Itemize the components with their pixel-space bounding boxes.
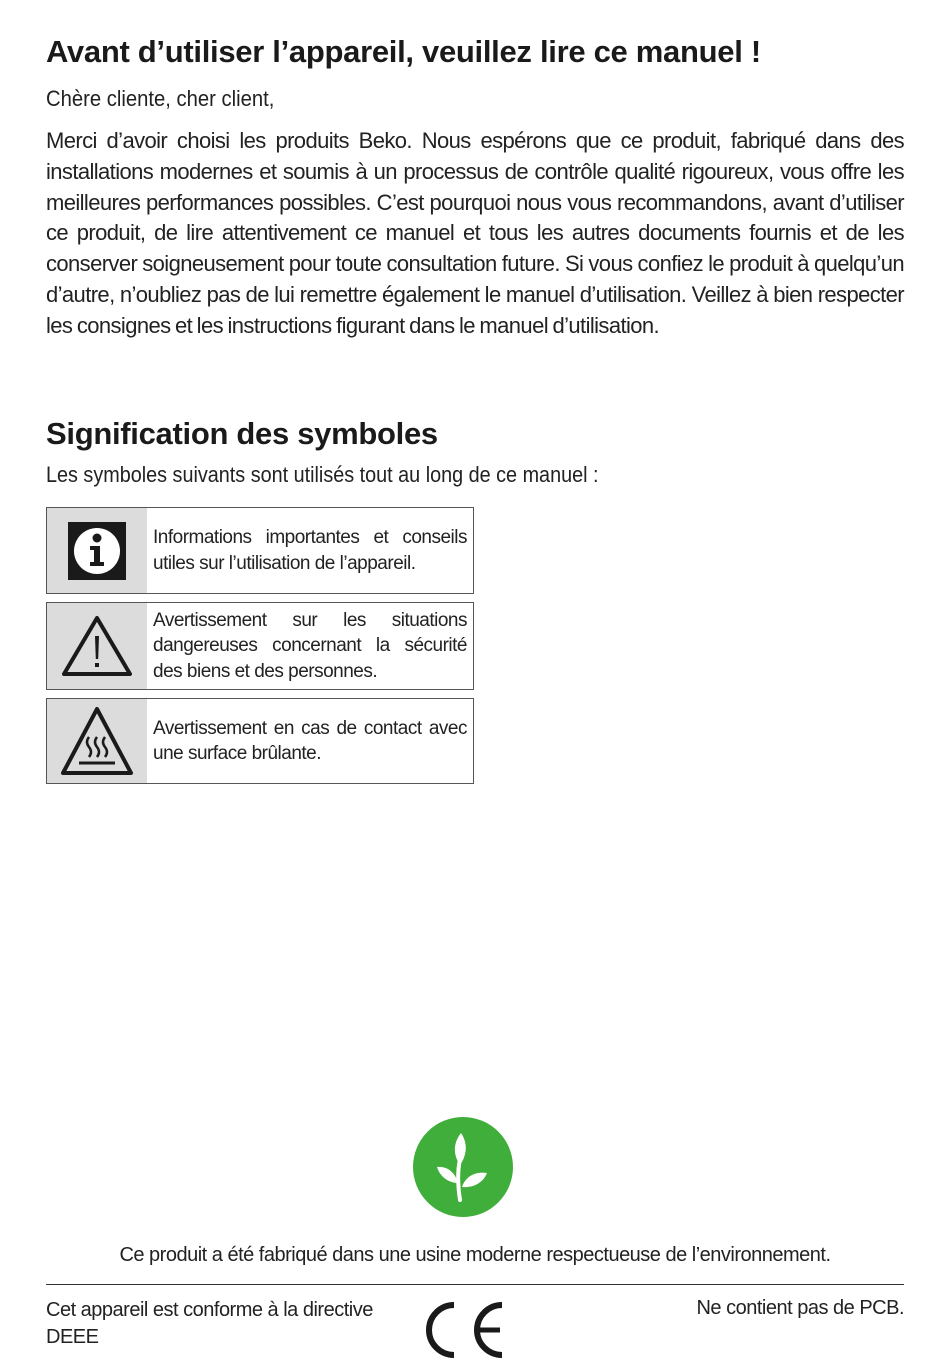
symbols-intro: Les symboles suivants sont utilisés tout au long de ce manuel : <box>46 462 599 487</box>
symbols-title: Signification des symboles <box>46 416 438 451</box>
footer-divider <box>46 1284 904 1285</box>
symbol-warning-label: Avertissement sur les situations dangereuses concernant la sécurité des biens et des personnes. <box>153 609 467 682</box>
symbol-hot-surface-label: Avertissement en cas de contact avec une surface brûlante. <box>153 717 467 764</box>
hot-surface-icon <box>47 699 147 783</box>
pcb-note: Ne contient pas de PCB. <box>696 1297 904 1319</box>
weee-directive-note: Cet appareil est conforme à la directive DEEE <box>46 1299 373 1348</box>
symbol-info-text <box>147 508 473 593</box>
symbol-hot-surface <box>46 698 474 784</box>
page-title: Avant d’utiliser l’appareil, veuillez lire ce manuel ! <box>46 34 761 69</box>
symbol-hot-surface-text <box>147 699 473 783</box>
symbol-warning <box>46 602 474 690</box>
leaf-icon <box>413 1117 513 1217</box>
symbol-info-label: Informations importantes et conseils utiles sur l’utilisation de l’appareil. <box>153 527 467 574</box>
warning-icon <box>47 603 147 689</box>
info-icon <box>47 508 147 593</box>
intro-paragraph: Merci d’avoir choisi les produits Beko. Nous espérons que ce produit, fabriqué dans des installations modernes et soumis à un processus de contrôle qualité rigoureux, vous offre les meilleures performances possibles. C’est pourquoi nous vous recommandons, avant d’utiliser ce produit, de lire attentivement ce manuel et tous les autres documents fournis et de les conserver soigneusement pour toute consultation future. Si vous confiez le produit à quelqu’un d’autre, n’oubliez pas de lui remettre également le manuel d’utilisation. Veillez à bien respecter les consignes et les instructions figurant dans le manuel d’utilisation. <box>46 128 904 338</box>
eco-note: Ce produit a été fabriqué dans une usine moderne respectueuse de l’environnement. <box>119 1244 831 1266</box>
ce-mark-icon <box>418 1299 508 1361</box>
symbol-info <box>46 507 474 594</box>
greeting: Chère cliente, cher client, <box>46 86 275 111</box>
symbol-warning-text <box>147 603 473 689</box>
